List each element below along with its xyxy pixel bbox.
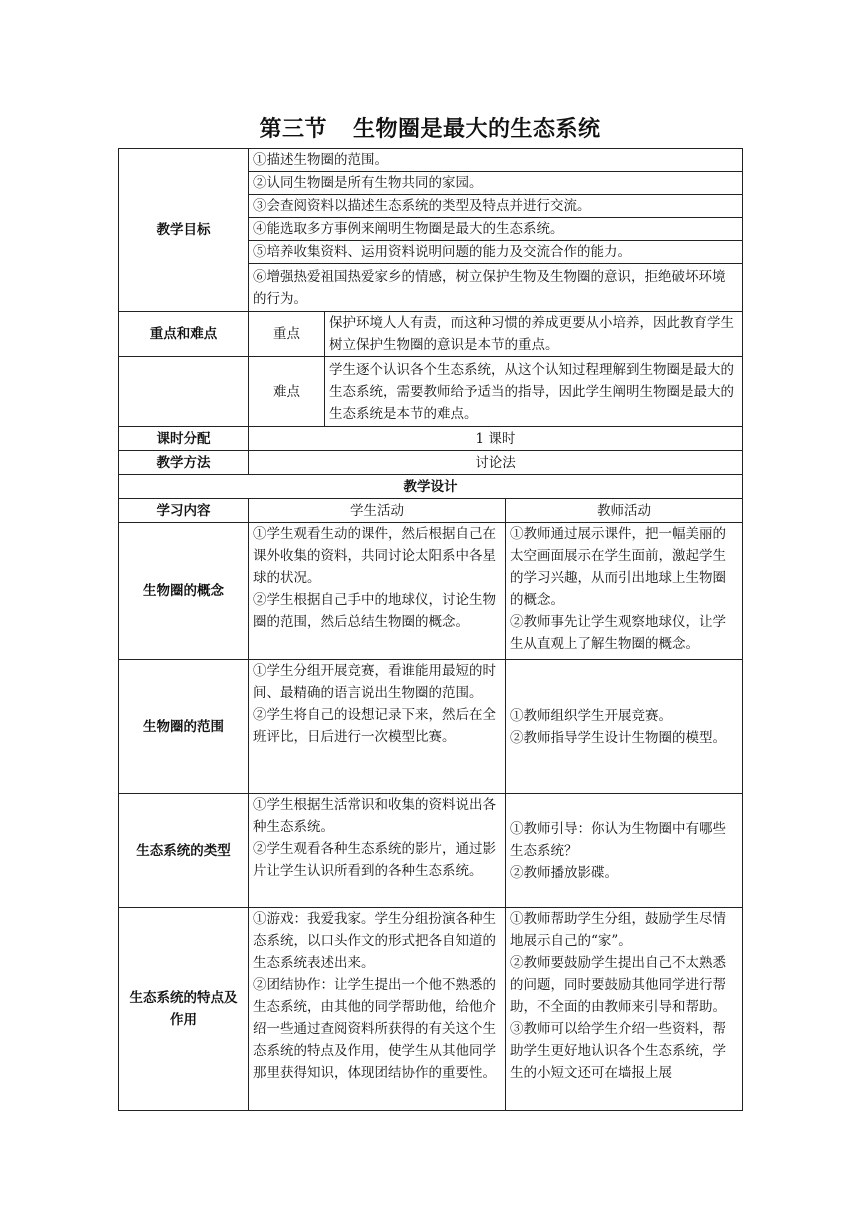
student-activity-cell: ①游戏：我爱我家。学生分组扮演各种生态系统，以口头作文的形式把各自知道的生态系统表述出来。 ②团结协作：让学生提出一个他不熟悉的生态系统，由其他的同学帮助他，给他介绍一些通过查阅资料所获得的有关这个生态系统的特点及作用，使学生从其他同学那里获得知识，体现团结协作的重要性。 (249, 908, 506, 1111)
goal-item: ②认同生物圈是所有生物共同的家园。 (249, 172, 743, 195)
student-activity-cell: ①学生分组开展竞赛，看谁能用最短的时间、最精确的语言说出生物圈的范围。 ②学生将自己的设想记录下来，然后在全班评比，日后进行一次模型比赛。 (249, 660, 506, 794)
method-value: 讨论法 (249, 451, 743, 475)
goal-item: ⑥增强热爱祖国热爱家乡的情感，树立保护生物及生物圈的意识，拒绝破坏环境的行为。 (249, 264, 743, 312)
lesson-plan-table (118, 148, 743, 1111)
schedule-label: 课时分配 (119, 427, 249, 451)
key-points-label: 重点和难点 (119, 312, 249, 357)
blank-cell (119, 357, 249, 427)
design-heading: 教学设计 (119, 475, 743, 499)
teacher-activity-header: 教师活动 (506, 499, 743, 523)
difficulty-label: 难点 (249, 357, 325, 427)
content-header: 学习内容 (119, 499, 249, 523)
topic-cell: 生态系统的特点及作用 (119, 908, 249, 1111)
topic-cell: 生物圈的范围 (119, 660, 249, 794)
goal-item: ③会查阅资料以描述生态系统的类型及特点并进行交流。 (249, 195, 743, 218)
key-point-text: 保护环境人人有责，而这种习惯的养成更要从小培养，因此教育学生树立保护生物圈的意识是本节的重点。 (325, 312, 743, 357)
difficulty-text: 学生逐个认识各个生态系统，从这个认知过程理解到生物圈是最大的生态系统，需要教师给予适当的指导，因此学生阐明生物圈是最大的生态系统是本节的难点。 (325, 357, 743, 427)
teacher-activity-cell: ①教师通过展示课件，把一幅美丽的太空画面展示在学生面前，激起学生的学习兴趣，从而引出地球上生物圈的概念。 ②教师事先让学生观察地球仪，让学生从直观上了解生物圈的概念。 (506, 523, 743, 660)
key-point-label: 重点 (249, 312, 325, 357)
method-label: 教学方法 (119, 451, 249, 475)
teacher-activity-cell: ①教师帮助学生分组，鼓励学生尽情地展示自己的“家”。 ②教师要鼓励学生提出自己不太熟悉的问题，同时要鼓励其他同学进行帮助，不全面的由教师来引导和帮助。 ③教师可以给学生介绍一些资料，帮助学生更好地认识各个生态系统，学生的小短文还可在墙报上展 (506, 908, 743, 1111)
topic-cell: 生物圈的概念 (119, 523, 249, 660)
teacher-activity-cell: ①教师引导：你认为生物圈中有哪些生态系统？ ②教师播放影碟。 (506, 794, 743, 908)
schedule-value: 1 课时 (249, 427, 743, 451)
student-activity-cell: ①学生观看生动的课件，然后根据自己在课外收集的资料，共同讨论太阳系中各星球的状况。 ②学生根据自己手中的地球仪，讨论生物圈的范围，然后总结生物圈的概念。 (249, 523, 506, 660)
section-number: 第三节 (259, 117, 327, 142)
goals-label: 教学目标 (119, 149, 249, 312)
teacher-activity-cell: ①教师组织学生开展竞赛。 ②教师指导学生设计生物圈的模型。 (506, 660, 743, 794)
student-activity-cell: ①学生根据生活常识和收集的资料说出各种生态系统。 ②学生观看各种生态系统的影片，通过影片让学生认识所看到的各种生态系统。 (249, 794, 506, 908)
goal-item: ⑤培养收集资料、运用资料说明问题的能力及交流合作的能力。 (249, 241, 743, 264)
page-title (0, 112, 860, 143)
goal-item: ①描述生物圈的范围。 (249, 149, 743, 172)
section-title: 生物圈是最大的生态系统 (353, 117, 601, 142)
topic-cell: 生态系统的类型 (119, 794, 249, 908)
student-activity-header: 学生活动 (249, 499, 506, 523)
goal-item: ④能选取多方事例来阐明生物圈是最大的生态系统。 (249, 218, 743, 241)
